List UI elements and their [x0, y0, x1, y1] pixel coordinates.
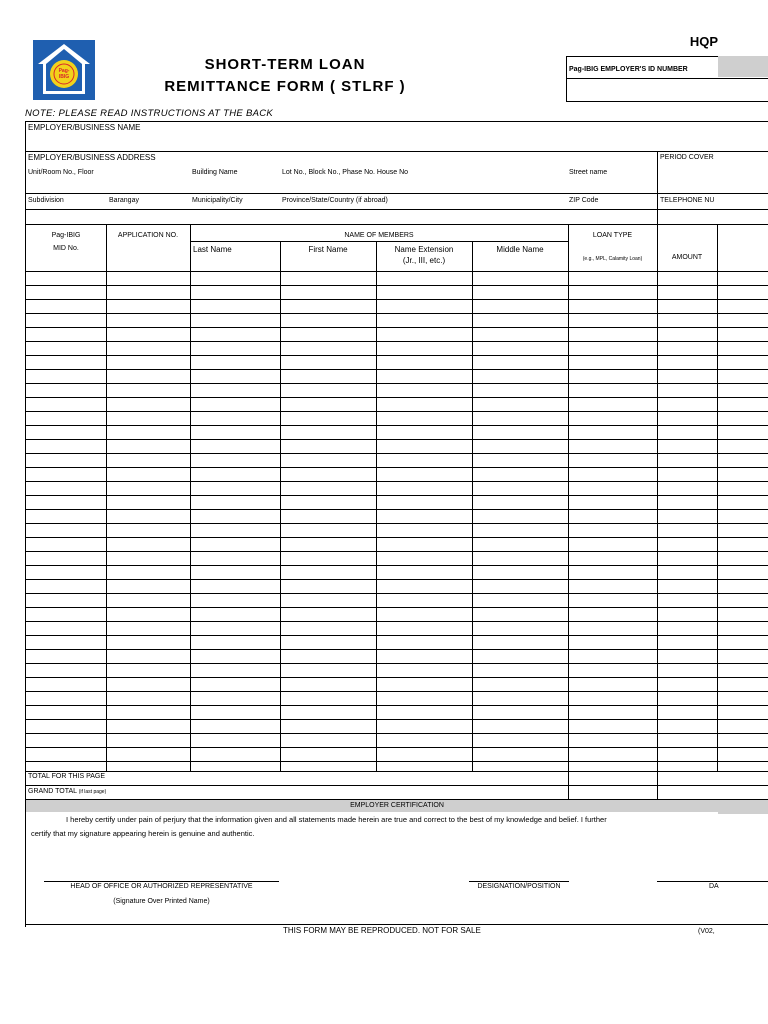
employer-id-label: Pag-IBIG EMPLOYER'S ID NUMBER — [569, 66, 688, 73]
employer-name-field[interactable] — [26, 131, 768, 151]
cert-grey-tab — [718, 800, 768, 814]
name-of-members-label: NAME OF MEMBERS — [344, 232, 414, 239]
mid-label-1: Pag-IBIG — [51, 232, 81, 239]
pag-ibig-logo — [33, 40, 95, 100]
form-version: (V02, — [698, 928, 715, 935]
certification-bar — [26, 800, 768, 812]
lot-label: Lot No., Block No., Phase No. House No — [282, 169, 409, 176]
employer-name-label: EMPLOYER/BUSINESS NAME — [28, 123, 141, 132]
svg-text:Pag-: Pag- — [58, 68, 70, 74]
loan-type-hint: (e.g., MPL, Calamity Loan) — [582, 256, 643, 262]
cert-text-line1: I hereby certify under pain of perjury that the information given and all statements made herein are true and correct to the best of my knowledge and belief. I further — [66, 815, 607, 824]
grand-total-label: GRAND TOTAL (if last page) — [28, 788, 107, 795]
municipality-label: Municipality/City — [192, 197, 243, 204]
last-name-header: Last Name — [193, 245, 232, 254]
period-covered-label: PERIOD COVER — [660, 154, 714, 161]
middle-name-header: Middle Name — [496, 245, 544, 254]
application-no-label: APPLICATION NO. — [117, 232, 179, 239]
designation-label: DESIGNATION/POSITION — [477, 883, 561, 890]
telephone-label: TELEPHONE NU — [660, 197, 715, 204]
loan-type-header: LOAN TYPE — [592, 232, 633, 239]
instructions-note: NOTE: PLEASE READ INSTRUCTIONS AT THE BACK — [25, 108, 274, 119]
total-page-label: TOTAL FOR THIS PAGE — [28, 773, 106, 780]
form-title-line1: SHORT-TERM LOAN — [204, 56, 366, 73]
province-label: Province/State/Country (if abroad) — [282, 197, 388, 204]
name-extension-header: Name Extension — [394, 245, 454, 254]
zip-label: ZIP Code — [569, 197, 599, 204]
subdivision-label: Subdivision — [28, 197, 64, 204]
name-extension-hint: (Jr., III, etc.) — [402, 256, 446, 265]
first-name-header: First Name — [308, 245, 348, 254]
employer-address-label: EMPLOYER/BUSINESS ADDRESS — [28, 153, 156, 162]
svg-text:IBIG: IBIG — [58, 74, 70, 80]
amount-header: AMOUNT — [671, 254, 703, 261]
unit-label: Unit/Room No., Floor — [28, 169, 94, 176]
barangay-label: Barangay — [109, 197, 139, 204]
reproduce-note: THIS FORM MAY BE REPRODUCED. NOT FOR SALE — [283, 926, 481, 935]
signature-hint: (Signature Over Printed Name) — [113, 898, 210, 905]
street-label: Street name — [569, 169, 608, 176]
mid-label-2: MID No. — [53, 245, 79, 252]
form-code: HQP — [689, 34, 718, 49]
id-grey-tab — [718, 56, 768, 77]
cert-text-line2: certify that my signature appearing herein is genuine and authentic. — [31, 829, 255, 838]
head-of-office-label: HEAD OF OFFICE OR AUTHORIZED REPRESENTATIVE — [70, 883, 253, 890]
certification-title: EMPLOYER CERTIFICATION — [350, 802, 444, 809]
building-label: Building Name — [192, 169, 238, 176]
form-title-line2: REMITTANCE FORM ( STLRF ) — [164, 78, 406, 95]
date-label: DA — [709, 883, 719, 890]
